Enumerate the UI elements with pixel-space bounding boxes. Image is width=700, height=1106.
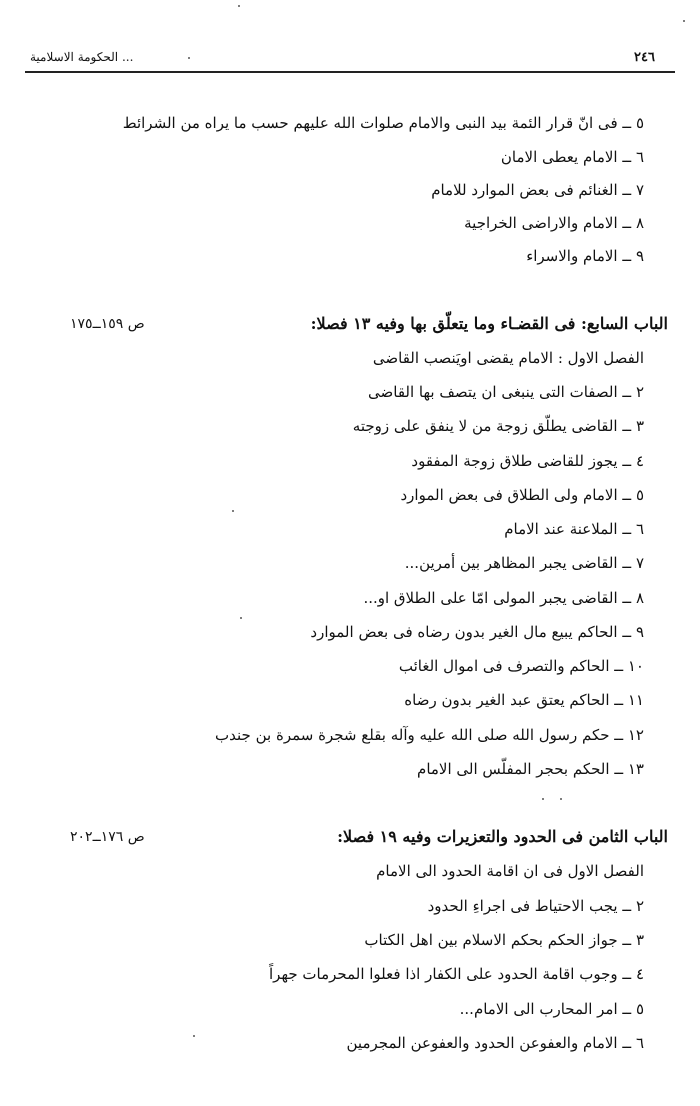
chapter-heading: الباب الثامن فى الحدود والتعزيرات وفيه ١٩ فصلا: xyxy=(337,827,668,846)
list-item: ٧ ــ الغنائم فى بعض الموارد للامام xyxy=(431,181,644,199)
list-item: ٨ ــ الامام والاراضى الخراجية xyxy=(464,214,644,232)
list-item: ٦ ــ الامام والعفوعن الحدود والعفوعن المجرمين xyxy=(346,1034,644,1052)
list-item: ٩ ــ الحاكم يبيع مال الغير بدون رضاه فى بعض الموارد xyxy=(310,623,644,641)
scan-speck xyxy=(683,20,685,22)
scan-speck xyxy=(193,1035,195,1037)
list-item: ٢ ــ الصفات التى ينبغى ان يتصف بها القاضى xyxy=(368,383,644,401)
list-item: ٥ ــ الامام ولى الطلاق فى بعض الموارد xyxy=(400,486,644,504)
page-range: ص ١٥٩ــ١٧٥ xyxy=(70,316,145,332)
list-item: ٢ ــ يجب الاحتياط فى اجراءِ الحدود xyxy=(427,897,644,915)
list-item: الفصل الاول : الامام يقضى اويَنصب القاضى xyxy=(372,349,644,367)
list-item: ٦ ــ الملاعنة عند الامام xyxy=(504,520,644,538)
scan-speck xyxy=(240,617,242,619)
header-rule xyxy=(25,71,675,73)
running-title: الحكومة الاسلامية ... xyxy=(30,50,134,64)
page-range: ص ١٧٦ــ٢٠٢ xyxy=(70,829,145,845)
list-item: ١٣ ــ الحكم بحجر المفلّس الى الامام xyxy=(417,760,644,778)
list-item: ٧ ــ القاضى يجبر المظاهر بين أمرين... xyxy=(404,554,644,572)
scan-speck xyxy=(238,5,240,7)
list-item: ٣ ــ القاضى يطلّق زوجة من لا ينفق على زوجته xyxy=(352,417,644,435)
scan-speck xyxy=(188,57,190,59)
list-item: ٨ ــ القاضى يجبر المولى امّا على الطلاق او... xyxy=(363,589,644,607)
list-item: الفصل الاول فى ان اقامة الحدود الى الامام xyxy=(376,862,644,880)
page-number: ٢٤٦ xyxy=(634,50,655,65)
chapter-heading: الباب السابع: فى القضـاء وما يتعلّق بها وفيه ١٣ فصلا: xyxy=(310,314,668,333)
list-item: ٤ ــ وجوب اقامة الحدود على الكفار اذا فعلوا المحرمات جهراً xyxy=(269,965,644,983)
list-item: ٤ ــ يجوز للقاضى طلاق زوجة المفقود xyxy=(411,452,644,470)
scan-speck xyxy=(542,798,544,800)
scan-speck xyxy=(560,798,562,800)
list-item: ٩ ــ الامام والاسراء xyxy=(526,247,644,265)
list-item: ٦ ــ الامام يعطى الامان xyxy=(500,148,644,166)
list-item: ٣ ــ جواز الحكم بحكم الاسلام بين اهل الكتاب xyxy=(364,931,644,949)
list-item: ١١ ــ الحاكم يعتق عبد الغير بدون رضاه xyxy=(404,691,644,709)
list-item: ١٠ ــ الحاكم والتصرف فى اموال الغائب xyxy=(398,657,644,675)
list-item: ٥ ــ فى انّ قرار الئمة بيد النبى والامام صلوات الله عليهم حسب ما يراه من الشرائط xyxy=(122,114,644,132)
list-item: ٥ ــ امر المحارب الى الامام... xyxy=(459,1000,644,1018)
scan-speck xyxy=(232,510,234,512)
list-item: ١٢ ــ حكم رسول الله صلى الله عليه وآله بقلع شجرة سمرة بن جندب xyxy=(215,726,644,744)
